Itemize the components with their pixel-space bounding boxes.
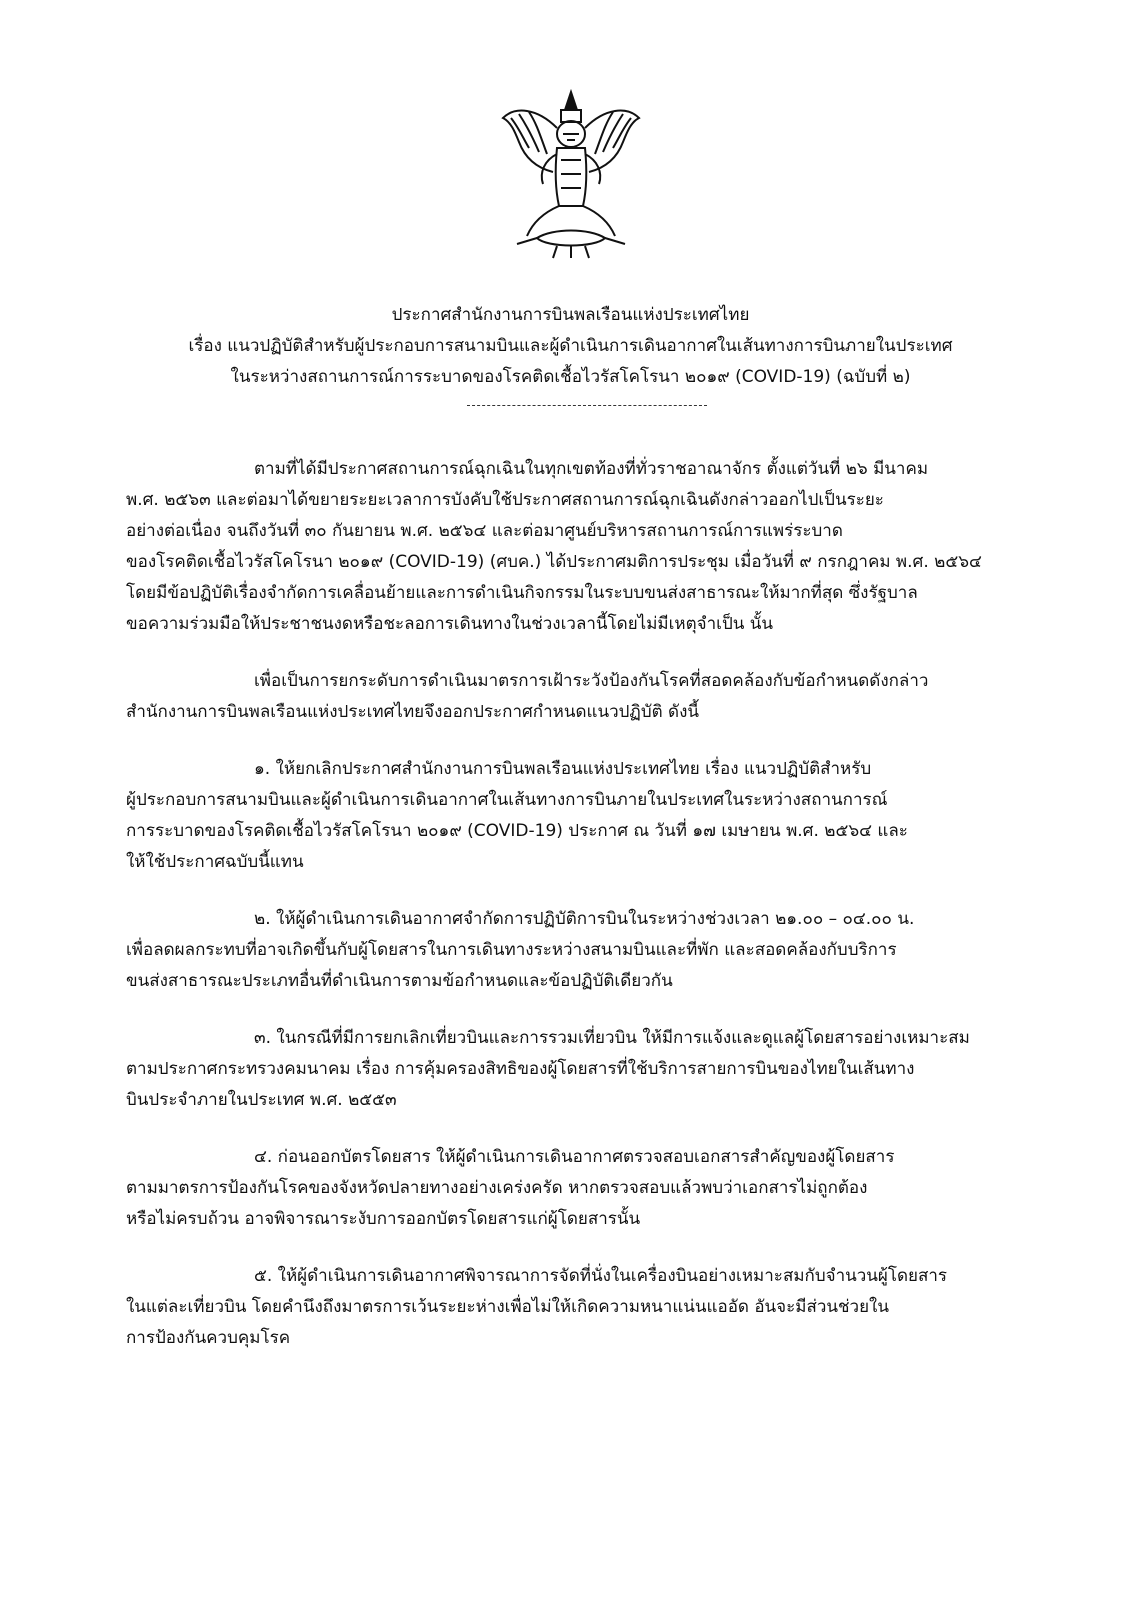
document-body bbox=[126, 454, 1026, 1380]
paragraph-line: การป้องกันควบคุมโรค bbox=[126, 1328, 291, 1348]
paragraph-line: ขนส่งสาธารณะประเภทอื่นที่ดำเนินการตามข้อกำหนดและข้อปฏิบัติเดียวกัน bbox=[126, 971, 673, 991]
paragraph-line: ๓. ในกรณีที่มีการยกเลิกเที่ยวบินและการรวมเที่ยวบิน ให้มีการแจ้งและดูแลผู้โดยสารอย่างเหมาะสม bbox=[254, 1028, 970, 1048]
paragraph-line: ของโรคติดเชื้อไวรัสโคโรนา ๒๐๑๙ (COVID-19) (ศบค.) ได้ประกาศมติการประชุม เมื่อวันที่ ๙ กรกฎาคม พ.ศ. ๒๕๖๔ bbox=[126, 552, 982, 572]
paragraph-line: หรือไม่ครบถ้วน อาจพิจารณาระงับการออกบัตรโดยสารแก่ผู้โดยสารนั้น bbox=[126, 1209, 641, 1229]
paragraph-line: เพื่อลดผลกระทบที่อาจเกิดขึ้นกับผู้โดยสารในการเดินทางระหว่างสนามบินและที่พัก และสอดคล้องกับบริการ bbox=[126, 940, 897, 960]
paragraph-background bbox=[126, 454, 1026, 640]
paragraph-line: ตามประกาศกระทรวงคมนาคม เรื่อง การคุ้มครองสิทธิของผู้โดยสารที่ใช้บริการสายการบินของไทยในเส้นทาง bbox=[126, 1059, 915, 1079]
paragraph-line: ๑. ให้ยกเลิกประกาศสำนักงานการบินพลเรือนแห่งประเทศไทย เรื่อง แนวปฏิบัติสำหรับ bbox=[254, 759, 872, 779]
paragraph-line: อย่างต่อเนื่อง จนถึงวันที่ ๓๐ กันยายน พ.ศ. ๒๕๖๔ และต่อมาศูนย์บริหารสถานการณ์การแพร่ระบาด bbox=[126, 521, 843, 541]
paragraph-line: เพื่อเป็นการยกระดับการดำเนินมาตรการเฝ้าระวังป้องกันโรคที่สอดคล้องกับข้อกำหนดดังกล่าว bbox=[254, 671, 929, 691]
paragraph-line: ตามที่ได้มีประกาศสถานการณ์ฉุกเฉินในทุกเขตท้องที่ทั่วราชอาณาจักร ตั้งแต่วันที่ ๒๖ มีนาคม bbox=[254, 459, 929, 479]
paragraph-line: ให้ใช้ประกาศฉบับนี้แทน bbox=[126, 852, 304, 872]
paragraph-item-2 bbox=[126, 904, 1026, 997]
garuda-emblem-icon bbox=[497, 88, 645, 260]
header-context-line: ในระหว่างสถานการณ์การระบาดของโรคติดเชื้อไวรัสโคโรนา ๒๐๑๙ (COVID-19) (ฉบับที่ ๒) bbox=[230, 367, 911, 387]
paragraph-line: สำนักงานการบินพลเรือนแห่งประเทศไทยจึงออกประกาศกำหนดแนวปฏิบัติ ดังนี้ bbox=[126, 702, 700, 722]
paragraph-line: ๒. ให้ผู้ดำเนินการเดินอากาศจำกัดการปฏิบัติการบินในระหว่างช่วงเวลา ๒๑.๐๐ – ๐๔.๐๐ น. bbox=[254, 909, 915, 929]
paragraph-line: ในแต่ละเที่ยวบิน โดยคำนึงถึงมาตรการเว้นระยะห่างเพื่อไม่ให้เกิดความหนาแน่นแออัด อันจะมีส่วนช่วยใน bbox=[126, 1297, 889, 1317]
paragraph-item-4 bbox=[126, 1142, 1026, 1235]
paragraph-line: ๕. ให้ผู้ดำเนินการเดินอากาศพิจารณาการจัดที่นั่งในเครื่องบินอย่างเหมาะสมกับจำนวนผู้โดยสาร bbox=[254, 1266, 948, 1286]
header-separator bbox=[467, 405, 707, 406]
paragraph-line: ๔. ก่อนออกบัตรโดยสาร ให้ผู้ดำเนินการเดินอากาศตรวจสอบเอกสารสำคัญของผู้โดยสาร bbox=[254, 1147, 895, 1167]
paragraph-line: โดยมีข้อปฏิบัติเรื่องจำกัดการเคลื่อนย้ายและการดำเนินกิจกรรมในระบบขนส่งสาธารณะให้มากที่สุด ซึ่งรัฐบาล bbox=[126, 583, 918, 603]
paragraph-line: บินประจำภายในประเทศ พ.ศ. ๒๕๕๓ bbox=[126, 1090, 397, 1110]
paragraph-purpose bbox=[126, 666, 1026, 728]
paragraph-item-5 bbox=[126, 1261, 1026, 1354]
paragraph-line: ขอความร่วมมือให้ประชาชนงดหรือชะลอการเดินทางในช่วงเวลานี้โดยไม่มีเหตุจำเป็น นั้น bbox=[126, 614, 774, 634]
paragraph-line: ตามมาตรการป้องกันโรคของจังหวัดปลายทางอย่างเคร่งครัด หากตรวจสอบแล้วพบว่าเอกสารไม่ถูกต้อง bbox=[126, 1178, 868, 1198]
paragraph-line: พ.ศ. ๒๕๖๓ และต่อมาได้ขยายระยะเวลาการบังคับใช้ประกาศสถานการณ์ฉุกเฉินดังกล่าวออกไปเป็นระยะ bbox=[126, 490, 884, 510]
paragraph-line: ผู้ประกอบการสนามบินและผู้ดำเนินการเดินอากาศในเส้นทางการบินภายในประเทศในระหว่างสถานการณ์ bbox=[126, 790, 888, 810]
header-agency-line: ประกาศสำนักงานการบินพลเรือนแห่งประเทศไทย bbox=[391, 305, 750, 325]
paragraph-item-1 bbox=[126, 754, 1026, 878]
paragraph-item-3 bbox=[126, 1023, 1026, 1116]
paragraph-line: การระบาดของโรคติดเชื้อไวรัสโคโรนา ๒๐๑๙ (COVID-19) ประกาศ ณ วันที่ ๑๗ เมษายน พ.ศ. ๒๕๖๔ และ bbox=[126, 821, 908, 841]
header-subject-line: เรื่อง แนวปฏิบัติสำหรับผู้ประกอบการสนามบินและผู้ดำเนินการเดินอากาศในเส้นทางการบินภายในประเทศ bbox=[188, 336, 953, 356]
document-header bbox=[60, 300, 1081, 393]
